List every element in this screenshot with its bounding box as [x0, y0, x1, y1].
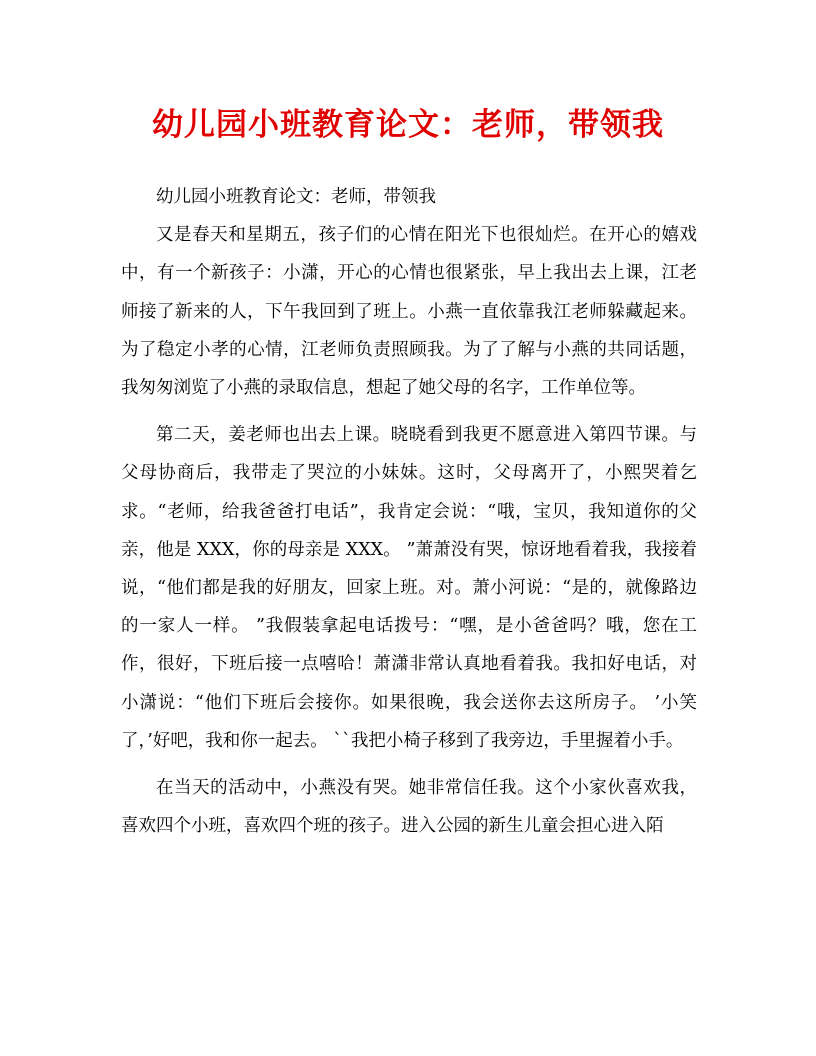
paragraph-1: 又是春天和星期五，孩子们的心情在阳光下也很灿烂。在开心的嬉戏中，有一个新孩子：小潇，开心的心情也很紧张，早上我出去上课，江老师接了新来的人，下午我回到了班上。小燕一直依靠我江老师躲藏起来。为了稳定小孝的心情，江老师负责照顾我。为了了解与小燕的共同话题，我匆匆浏览了小燕的录取信息，想起了她父母的名字，工作单位等。	[121, 225, 697, 399]
document-title: 幼儿园小班教育论文：老师，带领我	[152, 107, 664, 143]
document-body	[121, 178, 697, 845]
paragraph-subtitle: 幼儿园小班教育论文：老师，带领我	[156, 187, 436, 207]
paragraph-2: 第二天，姜老师也出去上课。晓晓看到我更不愿意进入第四节课。与父母协商后，我带走了哭泣的小妹妹。这时，父母离开了，小熙哭着乞求。“老师，给我爸爸打电话”，我肯定会说：“哦，宝贝，我知道你的父亲，他是 XXX，你的母亲是 XXX。 ”萧萧没有哭，惊讶地看着我，我接着说，“他们都是我的好朋友，回家上班。对。萧小河说：“是的，就像路边的一家人一样。 ”我假装拿起电话拨号：“嘿，是小爸爸吗？哦，您在工作，很好，下班后接一点嘻哈！萧潇非常认真地看着我。我扣好电话，对小潇说：“他们下班后会接你。如果很晚，我会送你去这所房子。 ’小笑了，’好吧，我和你一起去。 ``我把小椅子移到了我旁边，手里握着小手。	[121, 425, 697, 751]
paragraph-3: 在当天的活动中，小燕没有哭。她非常信任我。这个小家伙喜欢我，喜欢四个小班，喜欢四个班的孩子。进入公园的新生儿童会担心进入陌	[121, 778, 697, 837]
